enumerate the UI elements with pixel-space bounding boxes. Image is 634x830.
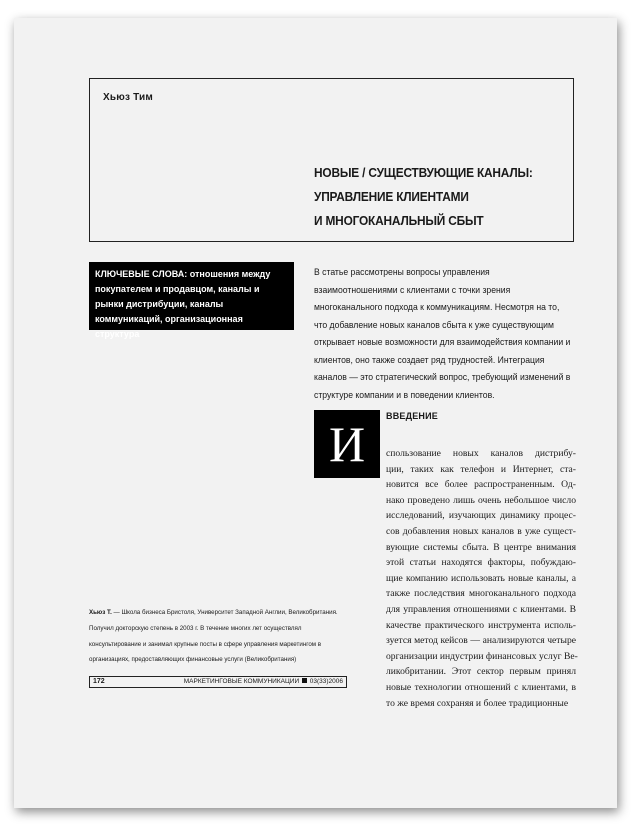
article-title — [314, 161, 544, 233]
body-line: также последствия многоканального подхода — [386, 588, 576, 600]
author-name: Хьюз Тим — [103, 92, 153, 103]
abstract: В статье рассмотрены вопросы управления взаимоотношениями с клиентами с точки зрения многоканального подхода к коммуникациям. Несмотря на то, что добавление новых каналов сбыта к уже существующим открывает новые возможности для взаимодействия компании и клиентов, оно также создает ряд трудностей. Интеграция каналов — это стратегический вопрос, требующий изменений в структуре компании и в поведении клиентов. — [314, 266, 571, 400]
journal-info — [184, 677, 343, 687]
page-number: 172 — [93, 678, 105, 685]
body-line: качестве практического инструмента исполь- — [386, 619, 576, 631]
body-line: сов добавления новых каналов в уже сущест- — [386, 525, 576, 537]
bio-name: Хьюз Т. — [89, 609, 112, 616]
body-line: то же время сохраняя и более традиционные — [386, 697, 569, 709]
bio-text: — Школа бизнеса Бристоля, Университет Западной Англии, Великобритания. Получил докторскую степень в 2003 г. В течение многих лет осуществлял консультирование и занимал крупные посты в сфере управления маркетингом в организациях, предоставляющих финансовые услуги (Великобритания) — [89, 609, 338, 664]
author-bio — [89, 605, 347, 668]
title-line: УПРАВЛЕНИЕ КЛИЕНТАМИ — [314, 189, 469, 204]
drop-cap: И — [314, 410, 380, 478]
body-line: новые технологии отношений с клиентами, в — [386, 681, 576, 693]
body-line: этой статьи находятся факторы, побуждаю- — [386, 557, 576, 569]
body-line: нако проведено лишь очень небольшое число — [386, 494, 576, 506]
body-text-narrow — [386, 446, 576, 711]
body-line: ции, таких как телефон и Интернет, ста- — [386, 463, 576, 475]
keywords-box: КЛЮЧЕВЫЕ СЛОВА: отношения между покупателем и продавцом, каналы и рынки дистрибуции, каналы коммуникаций, организационная структура — [89, 262, 294, 330]
page-footer — [89, 676, 347, 688]
body-line: ликобритании. Этот сектор первым принял — [386, 666, 576, 678]
body-line: для управления отношениями с клиентами. В — [386, 603, 576, 615]
body-line: новится все более распространенным. Од- — [386, 479, 576, 491]
body-line: щие компанию использовать новые каналы, а — [386, 572, 576, 584]
journal-issue: 03(33)2006 — [309, 678, 343, 685]
body-line: исследований, изучающих динамику процес- — [386, 510, 576, 522]
body-line: вующие системы сбыта. В центре внимания — [386, 541, 576, 553]
title-line: И МНОГОКАНАЛЬНЫЙ СБЫТ — [314, 213, 484, 228]
title-line: НОВЫЕ / СУЩЕСТВУЮЩИЕ КАНАЛЫ: — [314, 165, 533, 180]
body-line: зуется метод кейсов — анализируются четыре — [386, 635, 576, 647]
body-line: организации индустрии финансовых услуг Ве- — [386, 650, 578, 662]
journal-name: МАРКЕТИНГОВЫЕ КОММУНИКАЦИИ — [183, 678, 300, 685]
body-line: спользование новых каналов дистрибу- — [386, 448, 576, 459]
section-heading: ВВЕДЕНИЕ — [386, 411, 438, 421]
square-bullet-icon — [302, 678, 307, 683]
